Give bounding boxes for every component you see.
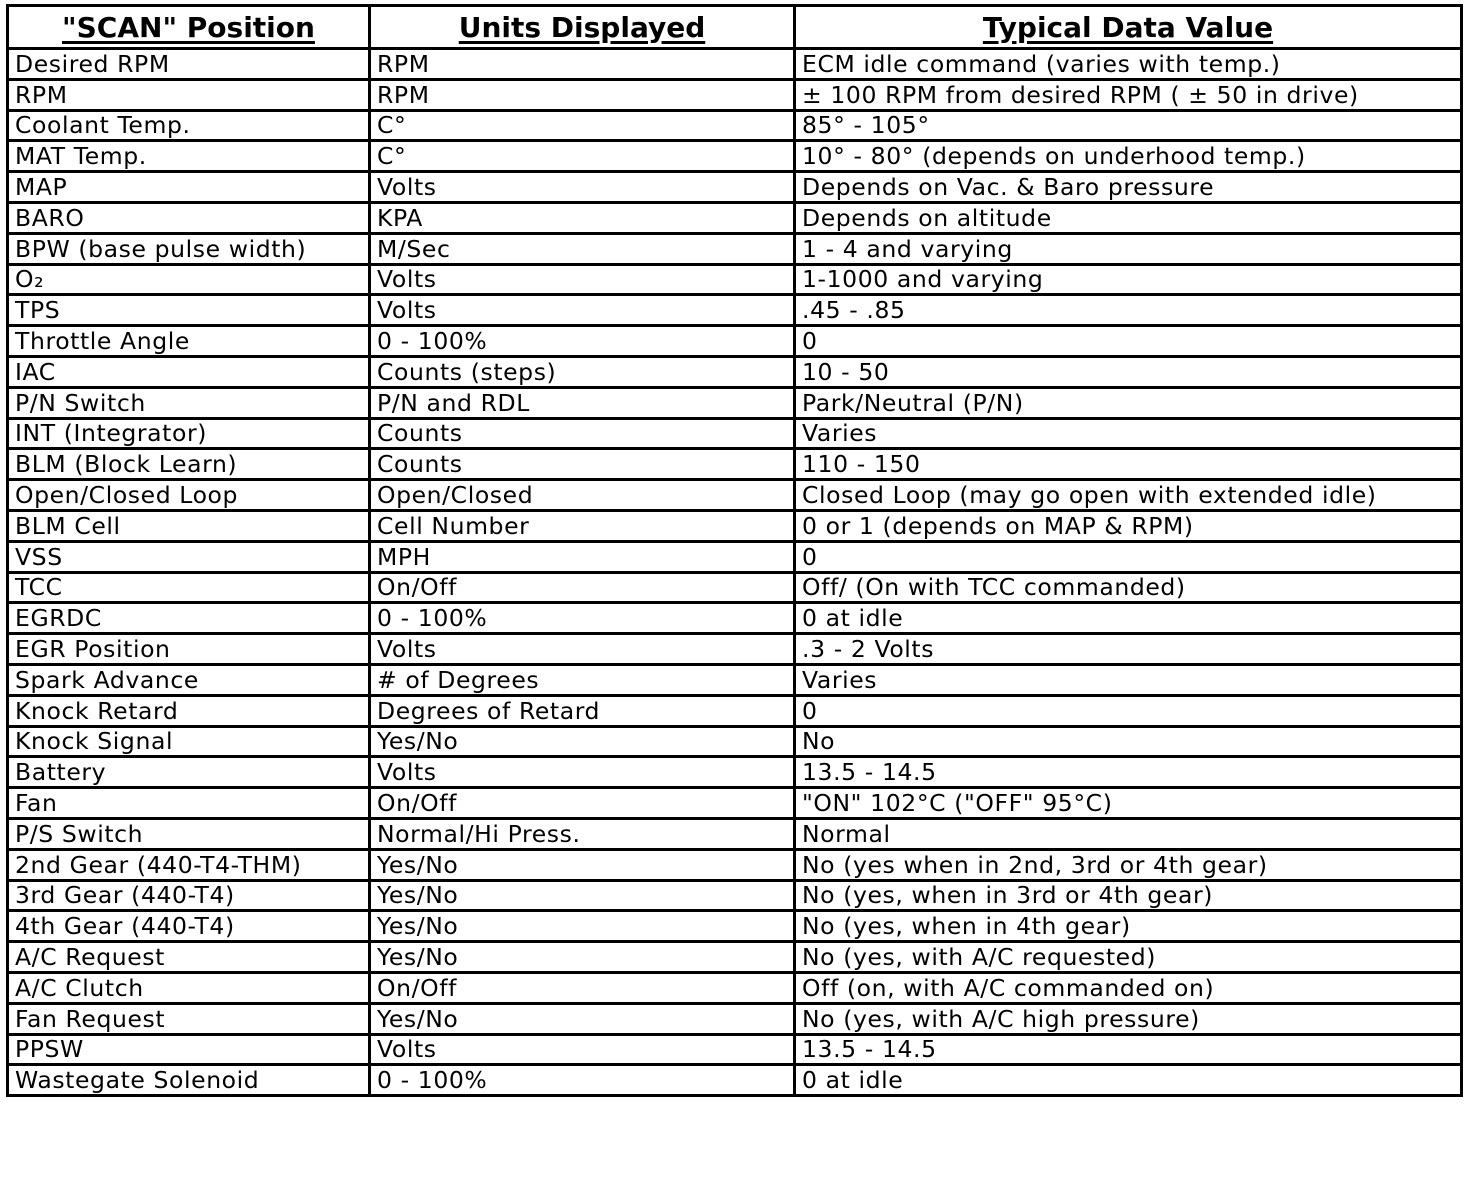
cell-typical-data-value: 0 at idle <box>795 603 1462 634</box>
header-scan-position-label: "SCAN" Position <box>62 10 315 44</box>
table-row <box>8 880 1462 911</box>
cell-scan-position: 4th Gear (440-T4) <box>8 911 370 942</box>
cell-typical-data-value: No (yes, when in 3rd or 4th gear) <box>795 880 1462 911</box>
scan-data-sheet <box>6 4 1460 1182</box>
cell-typical-data-value: 0 <box>795 326 1462 357</box>
cell-units-displayed: Volts <box>370 172 795 203</box>
cell-units-displayed: Open/Closed <box>370 480 795 511</box>
cell-units-displayed: Counts <box>370 449 795 480</box>
cell-units-displayed: 0 - 100% <box>370 326 795 357</box>
cell-typical-data-value: Varies <box>795 664 1462 695</box>
cell-units-displayed: Volts <box>370 634 795 665</box>
cell-typical-data-value: 1 - 4 and varying <box>795 233 1462 264</box>
cell-units-displayed: On/Off <box>370 788 795 819</box>
cell-typical-data-value: 110 - 150 <box>795 449 1462 480</box>
cell-units-displayed: On/Off <box>370 572 795 603</box>
cell-typical-data-value: Depends on altitude <box>795 202 1462 233</box>
cell-scan-position: PPSW <box>8 1034 370 1065</box>
cell-scan-position: Knock Signal <box>8 726 370 757</box>
cell-scan-position: MAT Temp. <box>8 141 370 172</box>
cell-typical-data-value: 13.5 - 14.5 <box>795 757 1462 788</box>
cell-units-displayed: # of Degrees <box>370 664 795 695</box>
header-scan-position <box>8 6 370 49</box>
table-row <box>8 264 1462 295</box>
cell-scan-position: BPW (base pulse width) <box>8 233 370 264</box>
cell-typical-data-value: Off/ (On with TCC commanded) <box>795 572 1462 603</box>
cell-typical-data-value: 13.5 - 14.5 <box>795 1034 1462 1065</box>
table-row <box>8 572 1462 603</box>
cell-scan-position: Knock Retard <box>8 695 370 726</box>
table-header-row <box>8 6 1462 49</box>
table-row <box>8 387 1462 418</box>
cell-scan-position: Spark Advance <box>8 664 370 695</box>
cell-units-displayed: Counts <box>370 418 795 449</box>
table-row <box>8 233 1462 264</box>
cell-scan-position: Desired RPM <box>8 49 370 80</box>
cell-typical-data-value: 0 at idle <box>795 1065 1462 1096</box>
cell-scan-position: Fan <box>8 788 370 819</box>
cell-typical-data-value: ECM idle command (varies with temp.) <box>795 49 1462 80</box>
cell-scan-position: A/C Clutch <box>8 972 370 1003</box>
table-row <box>8 757 1462 788</box>
table-row <box>8 972 1462 1003</box>
cell-typical-data-value: Depends on Vac. & Baro pressure <box>795 172 1462 203</box>
cell-scan-position: IAC <box>8 356 370 387</box>
cell-scan-position: P/S Switch <box>8 818 370 849</box>
cell-units-displayed: Volts <box>370 757 795 788</box>
table-row <box>8 541 1462 572</box>
cell-typical-data-value: 10° - 80° (depends on underhood temp.) <box>795 141 1462 172</box>
table-row <box>8 634 1462 665</box>
table-row <box>8 172 1462 203</box>
cell-units-displayed: M/Sec <box>370 233 795 264</box>
cell-scan-position: TPS <box>8 295 370 326</box>
cell-units-displayed: KPA <box>370 202 795 233</box>
table-row <box>8 202 1462 233</box>
table-row <box>8 1034 1462 1065</box>
table-row <box>8 418 1462 449</box>
cell-typical-data-value: Park/Neutral (P/N) <box>795 387 1462 418</box>
cell-typical-data-value: ± 100 RPM from desired RPM ( ± 50 in drive) <box>795 79 1462 110</box>
cell-scan-position: 3rd Gear (440-T4) <box>8 880 370 911</box>
cell-scan-position: A/C Request <box>8 942 370 973</box>
cell-units-displayed: Volts <box>370 1034 795 1065</box>
table-row <box>8 326 1462 357</box>
cell-typical-data-value: Varies <box>795 418 1462 449</box>
cell-scan-position: EGR Position <box>8 634 370 665</box>
cell-units-displayed: 0 - 100% <box>370 1065 795 1096</box>
table-row <box>8 942 1462 973</box>
header-typical-data-value-label: Typical Data Value <box>982 10 1274 44</box>
cell-scan-position: INT (Integrator) <box>8 418 370 449</box>
table-row <box>8 295 1462 326</box>
cell-typical-data-value: "ON" 102°C ("OFF" 95°C) <box>795 788 1462 819</box>
table-row <box>8 141 1462 172</box>
cell-typical-data-value: Normal <box>795 818 1462 849</box>
header-units-displayed-label: Units Displayed <box>458 10 706 44</box>
cell-scan-position: BLM Cell <box>8 510 370 541</box>
cell-scan-position: Coolant Temp. <box>8 110 370 141</box>
cell-units-displayed: Counts (steps) <box>370 356 795 387</box>
cell-units-displayed: P/N and RDL <box>370 387 795 418</box>
table-row <box>8 603 1462 634</box>
cell-typical-data-value: No (yes, when in 4th gear) <box>795 911 1462 942</box>
cell-units-displayed: Yes/No <box>370 911 795 942</box>
cell-units-displayed: Yes/No <box>370 726 795 757</box>
cell-scan-position: O₂ <box>8 264 370 295</box>
cell-typical-data-value: No <box>795 726 1462 757</box>
cell-units-displayed: Yes/No <box>370 942 795 973</box>
table-row <box>8 110 1462 141</box>
cell-units-displayed: Volts <box>370 295 795 326</box>
table-row <box>8 911 1462 942</box>
cell-typical-data-value: .3 - 2 Volts <box>795 634 1462 665</box>
cell-scan-position: Open/Closed Loop <box>8 480 370 511</box>
cell-scan-position: RPM <box>8 79 370 110</box>
cell-units-displayed: RPM <box>370 79 795 110</box>
cell-units-displayed: MPH <box>370 541 795 572</box>
table-row <box>8 480 1462 511</box>
table-row <box>8 1003 1462 1034</box>
table-row <box>8 726 1462 757</box>
cell-typical-data-value: No (yes, with A/C requested) <box>795 942 1462 973</box>
cell-units-displayed: C° <box>370 110 795 141</box>
cell-scan-position: TCC <box>8 572 370 603</box>
cell-scan-position: Throttle Angle <box>8 326 370 357</box>
table-row <box>8 49 1462 80</box>
table-body <box>8 49 1462 1096</box>
scan-data-table <box>6 4 1463 1097</box>
cell-typical-data-value: 85° - 105° <box>795 110 1462 141</box>
cell-units-displayed: Cell Number <box>370 510 795 541</box>
cell-scan-position: BARO <box>8 202 370 233</box>
cell-units-displayed: C° <box>370 141 795 172</box>
cell-units-displayed: Normal/Hi Press. <box>370 818 795 849</box>
table-row <box>8 356 1462 387</box>
table-row <box>8 695 1462 726</box>
table-row <box>8 818 1462 849</box>
cell-scan-position: VSS <box>8 541 370 572</box>
table-row <box>8 664 1462 695</box>
cell-typical-data-value: 0 <box>795 541 1462 572</box>
cell-scan-position: BLM (Block Learn) <box>8 449 370 480</box>
table-row <box>8 849 1462 880</box>
table-row <box>8 1065 1462 1096</box>
cell-typical-data-value: .45 - .85 <box>795 295 1462 326</box>
cell-units-displayed: Yes/No <box>370 880 795 911</box>
cell-units-displayed: 0 - 100% <box>370 603 795 634</box>
cell-typical-data-value: No (yes, with A/C high pressure) <box>795 1003 1462 1034</box>
cell-typical-data-value: 1-1000 and varying <box>795 264 1462 295</box>
cell-units-displayed: Volts <box>370 264 795 295</box>
cell-typical-data-value: 10 - 50 <box>795 356 1462 387</box>
cell-scan-position: Battery <box>8 757 370 788</box>
header-units-displayed <box>370 6 795 49</box>
cell-units-displayed: RPM <box>370 49 795 80</box>
cell-scan-position: EGRDC <box>8 603 370 634</box>
cell-typical-data-value: Off (on, with A/C commanded on) <box>795 972 1462 1003</box>
table-row <box>8 449 1462 480</box>
table-row <box>8 510 1462 541</box>
cell-typical-data-value: Closed Loop (may go open with extended idle) <box>795 480 1462 511</box>
cell-units-displayed: On/Off <box>370 972 795 1003</box>
cell-scan-position: Wastegate Solenoid <box>8 1065 370 1096</box>
cell-typical-data-value: 0 or 1 (depends on MAP & RPM) <box>795 510 1462 541</box>
cell-units-displayed: Degrees of Retard <box>370 695 795 726</box>
cell-scan-position: P/N Switch <box>8 387 370 418</box>
cell-typical-data-value: 0 <box>795 695 1462 726</box>
header-typical-data-value <box>795 6 1462 49</box>
cell-units-displayed: Yes/No <box>370 1003 795 1034</box>
table-row <box>8 79 1462 110</box>
cell-scan-position: 2nd Gear (440-T4-THM) <box>8 849 370 880</box>
cell-scan-position: MAP <box>8 172 370 203</box>
cell-scan-position: Fan Request <box>8 1003 370 1034</box>
cell-units-displayed: Yes/No <box>370 849 795 880</box>
cell-typical-data-value: No (yes when in 2nd, 3rd or 4th gear) <box>795 849 1462 880</box>
table-row <box>8 788 1462 819</box>
